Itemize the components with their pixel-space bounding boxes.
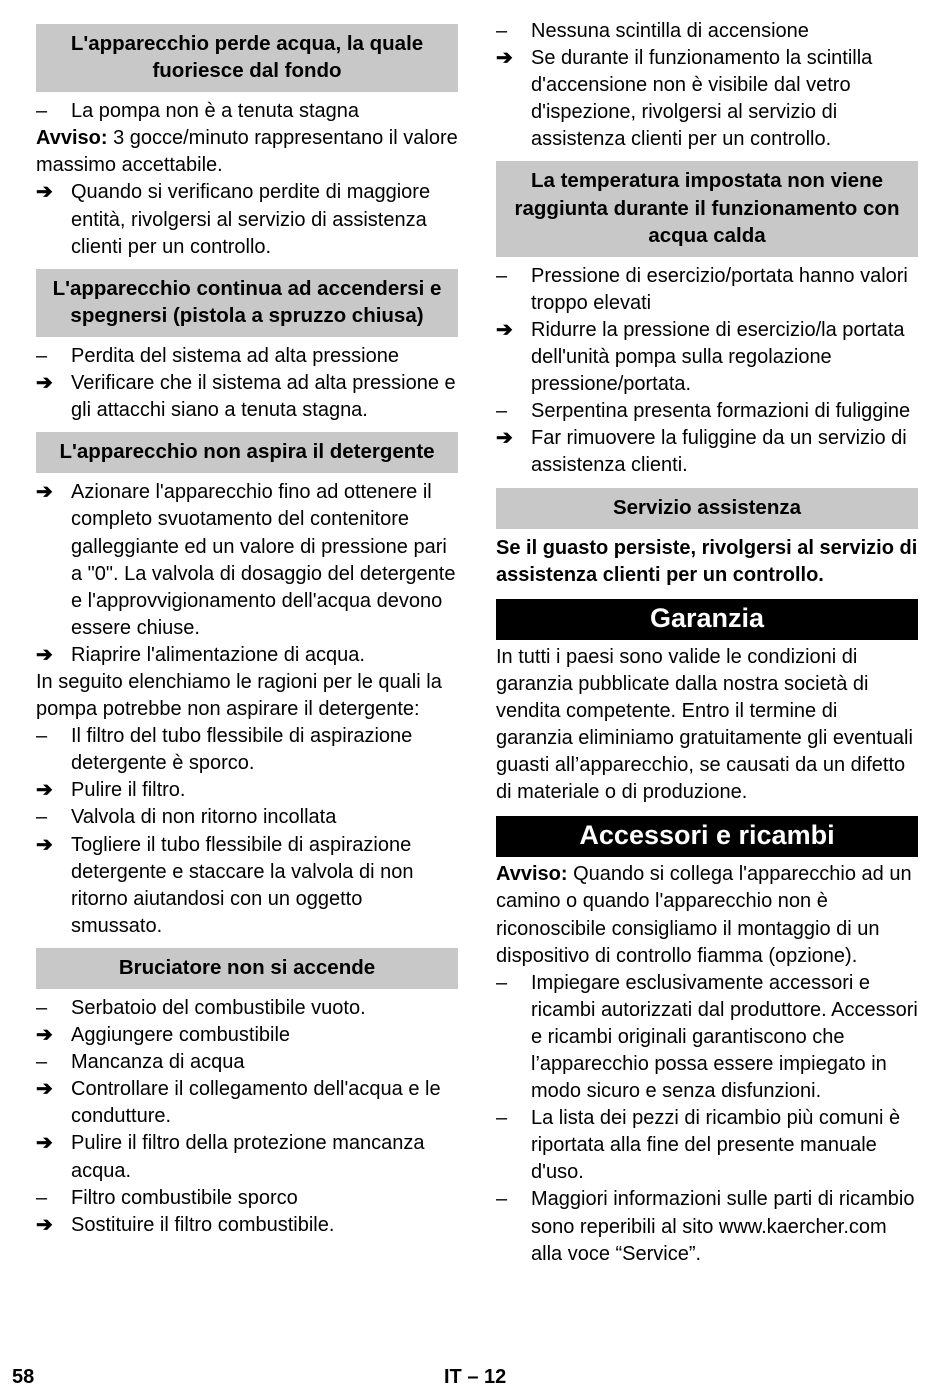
item-text: Far rimuovere la fuliggine da un servizio di assistenza clienti. [531, 427, 907, 477]
accessories-note [496, 861, 918, 969]
action-item [496, 45, 918, 153]
cause-item [36, 1049, 458, 1076]
list-s1b [36, 179, 458, 260]
dash-marker: – [496, 400, 508, 423]
arrow-right-icon: ➔ [496, 47, 513, 70]
dash-marker: – [36, 100, 48, 123]
action-item [36, 479, 458, 642]
arrow-right-icon: ➔ [496, 427, 513, 450]
item-text: Aggiungere combustibile [71, 1024, 291, 1047]
dash-marker: – [496, 971, 508, 994]
item-text: Pulire il filtro della protezione mancanza acqua. [71, 1132, 425, 1182]
heading-service: Servizio assistenza [496, 488, 918, 529]
heading-cycling: L'apparecchio continua ad accendersi e spegnersi (pistola a spruzzo chiusa) [36, 269, 458, 337]
list-s8 [496, 970, 918, 1268]
arrow-right-icon: ➔ [36, 481, 53, 504]
item-text: Se durante il funzionamento la scintilla d'accensione non è visibile dal vetro d'ispezione, rivolgersi al servizio di assistenza clienti per un controllo. [531, 47, 873, 151]
heading-accessories: Accessori e ricambi [496, 816, 918, 857]
item-text: Ridurre la pressione di esercizio/la portata dell'unità pompa sulla regolazione pressione/portata. [531, 318, 905, 396]
service-paragraph: Se il guasto persiste, rivolgersi al servizio di assistenza clienti per un controllo. [496, 536, 918, 586]
action-item [36, 1130, 458, 1184]
arrow-right-icon: ➔ [36, 1213, 53, 1236]
list-s5 [496, 263, 918, 480]
page-number: 58 [12, 1366, 35, 1388]
action-item [36, 1022, 458, 1049]
item-text: Mancanza di acqua [71, 1051, 245, 1074]
item-text: Filtro combustibile sporco [71, 1186, 298, 1209]
dash-marker: – [496, 1188, 508, 1211]
heading-leak-bottom: L'apparecchio perde acqua, la quale fuoriesce dal fondo [36, 24, 458, 92]
cause-item [496, 263, 918, 317]
dash-marker: – [36, 1186, 48, 1209]
warranty-paragraph: In tutti i paesi sono valide le condizioni di garanzia pubblicate dalla nostra società di vendita competente. Entro il termine di garanzia eliminiamo gratuitamente gli eventuali guasti all’apparecchio, se causati da un difetto di materiale o di produzione. [496, 645, 913, 804]
cause-item [36, 98, 458, 125]
note-text: Quando si collega l'apparecchio ad un camino o quando l'apparecchio non è riconoscibile consigliamo il montaggio di un dispositivo di controllo fiamma (opzione). [496, 863, 912, 967]
dash-marker: – [36, 725, 48, 748]
cause-item [36, 723, 458, 777]
cause-item [36, 804, 458, 831]
cause-item [496, 1105, 918, 1186]
item-text: Azionare l'apparecchio fino ad ottenere il completo svuotamento del contenitore galleggiante ed un valore di pressione pari a "0". La valvola di dosaggio del detergente e l'approvvigionamento dell'acqua devono essere chiuse. [71, 481, 456, 639]
list-s1 [36, 98, 458, 125]
dash-marker: – [496, 20, 508, 42]
note-text: 3 gocce/minuto rappresentano il valore massimo accettabile. [36, 127, 458, 177]
dash-marker: – [496, 264, 508, 287]
cause-item [496, 970, 918, 1105]
cause-item [36, 1185, 458, 1212]
item-text: Valvola di non ritorno incollata [71, 806, 337, 829]
dash-marker: – [36, 997, 48, 1019]
reasons-paragraph: In seguito elenchiamo le ragioni per le quali la pompa potrebbe non aspirare il detergente: [36, 670, 442, 721]
list-s3b [36, 723, 458, 940]
arrow-right-icon: ➔ [36, 1024, 53, 1047]
dash-marker: – [36, 806, 48, 829]
heading-no-detergent: L'apparecchio non aspira il detergente [36, 432, 458, 473]
note-label: Avviso: [496, 863, 568, 886]
list-s0 [496, 18, 918, 153]
item-text: Perdita del sistema ad alta pressione [71, 344, 399, 367]
list-s4 [36, 995, 458, 1239]
item-text: Riaprire l'alimentazione di acqua. [71, 643, 365, 666]
item-text: Quando si verificano perdite di maggiore entità, rivolgersi al servizio di assistenza clienti per un controllo. [71, 181, 431, 258]
action-item [36, 832, 458, 940]
arrow-right-icon: ➔ [36, 372, 53, 395]
heading-burner: Bruciatore non si accende [36, 948, 458, 989]
cause-item [36, 343, 458, 370]
right-column [496, 18, 918, 1268]
language-page-label: IT – 12 [444, 1366, 507, 1388]
note-paragraph [36, 125, 458, 179]
cause-item [496, 398, 918, 425]
action-item [36, 1076, 458, 1130]
action-item [36, 777, 458, 804]
item-text: Serbatoio del combustibile vuoto. [71, 997, 366, 1019]
heading-temperature: La temperatura impostata non viene raggiunta durante il funzionamento con acqua calda [496, 161, 918, 256]
item-text: Serpentina presenta formazioni di fuliggine [531, 400, 911, 423]
item-text: Nessuna scintilla di accensione [531, 20, 809, 42]
action-item [36, 370, 458, 424]
item-text: La lista dei pezzi di ricambio più comuni è riportata alla fine del presente manuale d'uso. [531, 1107, 901, 1184]
item-text: Pressione di esercizio/portata hanno valori troppo elevati [531, 264, 908, 314]
item-text: Verificare che il sistema ad alta pressione e gli attacchi siano a tenuta stagna. [71, 372, 456, 422]
list-s3a [36, 479, 458, 669]
action-item [496, 317, 918, 398]
arrow-right-icon: ➔ [36, 181, 53, 204]
item-text: Impiegare esclusivamente accessori e ricambi autorizzati dal produttore. Accessori e ricambi originali garantiscono che l’apparecchio possa essere impiegato in modo sicuro e senza disfunzioni. [531, 971, 918, 1103]
action-item [496, 425, 918, 479]
action-item [36, 642, 458, 669]
action-item [36, 179, 458, 260]
cause-item [496, 1186, 918, 1267]
dash-marker: – [36, 344, 48, 367]
item-text: Maggiori informazioni sulle parti di ricambio sono reperibili al sito www.kaercher.com alla voce “Service”. [531, 1188, 915, 1265]
item-text: La pompa non è a tenuta stagna [71, 100, 360, 123]
arrow-right-icon: ➔ [36, 1078, 53, 1101]
heading-warranty: Garanzia [496, 599, 918, 640]
cause-item [36, 995, 458, 1022]
item-text: Pulire il filtro. [71, 779, 186, 802]
item-text: Controllare il collegamento dell'acqua e le condutture. [71, 1078, 441, 1128]
cause-item [496, 18, 918, 45]
arrow-right-icon: ➔ [496, 318, 513, 341]
left-column [36, 18, 458, 1239]
arrow-right-icon: ➔ [36, 833, 53, 856]
note-label: Avviso: [36, 127, 108, 150]
item-text: Togliere il tubo flessibile di aspirazione detergente e staccare la valvola di non ritorno aiutandosi con un oggetto smussato. [71, 833, 414, 937]
list-s2 [36, 343, 458, 424]
action-item [36, 1212, 458, 1239]
dash-marker: – [496, 1107, 508, 1130]
item-text: Sostituire il filtro combustibile. [71, 1213, 335, 1236]
arrow-right-icon: ➔ [36, 643, 53, 666]
item-text: Il filtro del tubo flessibile di aspirazione detergente è sporco. [71, 725, 413, 775]
arrow-right-icon: ➔ [36, 1132, 53, 1155]
dash-marker: – [36, 1051, 48, 1074]
arrow-right-icon: ➔ [36, 779, 53, 802]
